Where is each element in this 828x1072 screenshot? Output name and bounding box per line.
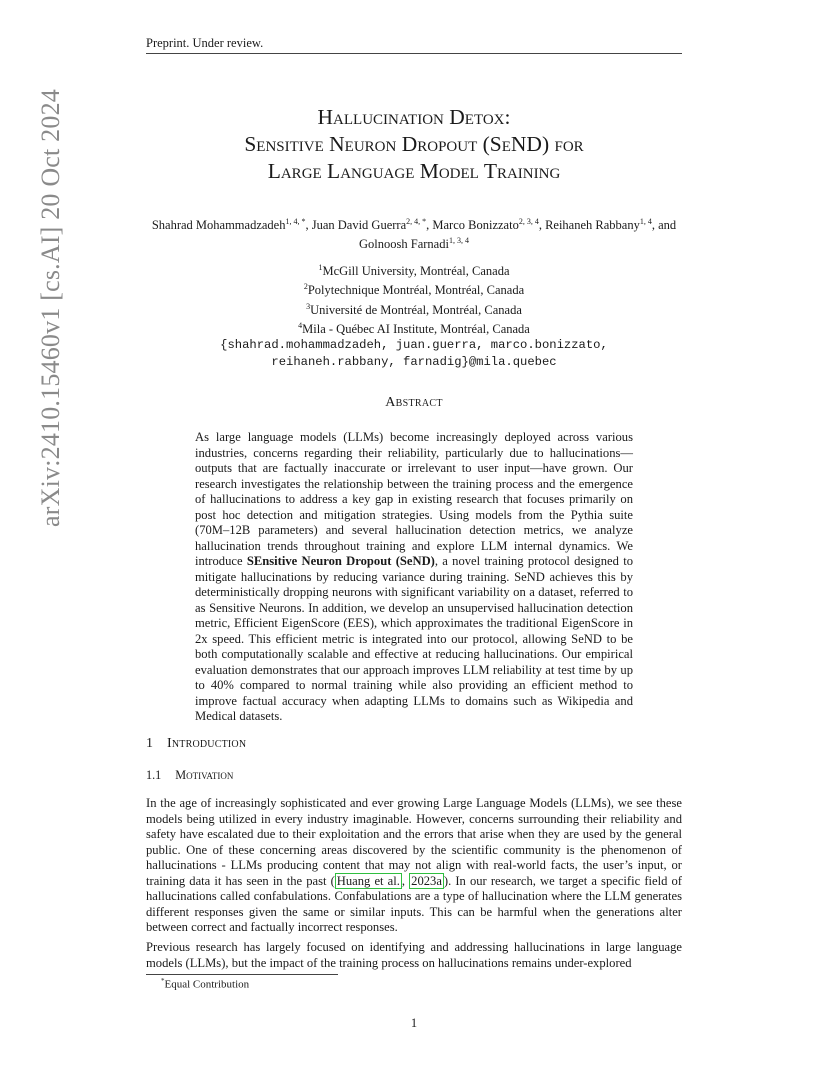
paragraph-text: In the age of increasingly sophisticated and ever growing Large Language Models (LLMs), we see these models being utilized in every industry imaginable. However, concerns surrounding their reliability and safety have escalated due to their exploitation and the errors that arise when they are used by the general public. One of these concerning areas discovered by the scientific community is the phenomenon of hallucinations - LLMs producing content that may not align with real-world facts, the user’s input, or training data it has seen in the past (: [146, 796, 682, 888]
author-name: Golnoosh Farnadi: [359, 237, 449, 252]
section-number: 1: [146, 736, 153, 751]
subsection-number: 1.1: [146, 768, 162, 782]
subsection-heading: [146, 768, 233, 783]
affiliation-text: Mila - Québec AI Institute, Montréal, Canada: [302, 322, 530, 337]
affiliation: [146, 279, 682, 298]
subsection-title: Motivation: [175, 768, 234, 782]
paragraph-text: ). In our research, we target a specific field of hallucinations called confabulations. Confabulations are a type of hallucination where the LLM generates different responses given the same or similar inputs. This can be harmful when the generations alter between correct and factually incorrect responses.: [146, 873, 682, 934]
citation-separator: ,: [401, 873, 410, 888]
affiliation-mark: 3: [306, 301, 311, 311]
author-affiliation-marks: 2, 4, *: [406, 217, 427, 226]
author-name: Reihaneh Rabbany: [545, 218, 640, 233]
abstract-text-part: As large language models (LLMs) become increasingly deployed across various industries, concerns regarding their reliability, particularly due to hallucinations—outputs that are factually inaccurate or irrelevant to user input—have grown. Our research investigates the relationship between the training process and the emergence of hallucinations to address a key gap in existing research that focuses primarily on post hoc detection and mitigation strategies. Using models from the Pythia suite (70M–12B parameters) and several hallucination detection metrics, we analyze hallucination trends throughout training and explore LLM internal dynamics. We introduce: [195, 430, 633, 568]
footnote-text: Equal Contribution: [164, 978, 250, 991]
section-heading: [146, 736, 246, 752]
author-affiliation-marks: 1, 4: [639, 217, 652, 226]
running-header: Preprint. Under review.: [146, 36, 264, 50]
affiliation-text: Polytechnique Montréal, Montréal, Canada: [307, 283, 525, 298]
section-title: Introduction: [167, 736, 247, 751]
author-affiliation-marks: 2, 3, 4: [518, 217, 539, 226]
affiliation-text: Université de Montréal, Montréal, Canada: [310, 302, 522, 317]
body-paragraph: Previous research has largely focused on identifying and addressing hallucinations in large language models (LLMs), but the impact of the training process on hallucinations remains under-explored: [146, 940, 682, 970]
affiliation-list: [146, 260, 682, 370]
title-line-1: Hallucination Detox:: [317, 105, 511, 129]
author-name: Marco Bonizzato: [432, 218, 519, 233]
title-line-2: Sensitive Neuron Dropout (SeND) for: [244, 132, 584, 156]
page-number: 1: [410, 1016, 418, 1030]
affiliation-mark: 1: [318, 263, 323, 272]
abstract-text: [195, 430, 633, 725]
footnote-rule: [146, 974, 338, 975]
author-name: Juan David Guerra: [311, 218, 407, 233]
author-conjunction: and: [658, 218, 677, 233]
paper-title: [146, 104, 682, 185]
affiliation-mark: 4: [298, 321, 303, 331]
author-affiliation-marks: 1, 3, 4: [448, 236, 469, 246]
footnote: [161, 977, 249, 991]
author-name: Shahrad Mohammadzadeh: [151, 218, 286, 233]
arxiv-identifier-stamp: arXiv:2410.15460v1 [cs.AI] 20 Oct 2024: [36, 89, 65, 527]
abstract-heading: Abstract: [385, 395, 443, 410]
author-affiliation-marks: 1, 4, *: [285, 217, 306, 226]
affiliation: [146, 299, 682, 318]
email-line: {shahrad.mohammadzadeh, juan.guerra, marco.bonizzato,: [220, 338, 608, 353]
header-rule: [146, 53, 682, 54]
abstract-text-part: , a novel training protocol designed to mitigate hallucinations by reducing variance during training. SeND achieves this by deterministically dropping neurons with significant variability on a dataset, referred to as Sensitive Neurons. In addition, we develop an unsupervised hallucination detection metric, Efficient EigenScore (EES), which approximates the traditional EigenScore in 2x speed. This efficient metric is integrated into our protocol, allowing SeND to be both computationally scalable and effective at reducing hallucinations. Our empirical evaluation demonstrates that our approach improves LLM reliability at test time by up to 40% compared to normal training while also providing an efficient method to improve factual accuracy when adapting LLMs to domains such as Wikipedia and Medical datasets.: [195, 554, 633, 723]
body-paragraph: [146, 796, 682, 936]
citation-link-year[interactable]: 2023a: [411, 873, 442, 888]
affiliation-text: McGill University, Montréal, Canada: [322, 264, 510, 279]
title-line-3: Large Language Model Training: [267, 159, 561, 183]
abstract-method-name: SEnsitive Neuron Dropout (SeND): [246, 554, 435, 568]
affiliation: [146, 318, 682, 337]
citation-link-author[interactable]: Huang et al.: [336, 873, 400, 888]
footnote-marker: *: [161, 977, 165, 985]
affiliation: [146, 260, 682, 279]
author-list: Shahrad Mohammadzadeh$^{1, 4, *}$, Juan David Guerra$^{2, 4, *}$, Marco Bonizzato$^{2, 3, 4}$, Reihaneh Rabbany$^{1, 4}$, and Golnoosh Farnadi$^{1, 3, 4}$: [151, 217, 677, 252]
email-line: reihaneh.rabbany, farnadig}@mila.quebec: [271, 354, 557, 369]
affiliation-mark: 2: [303, 282, 308, 292]
